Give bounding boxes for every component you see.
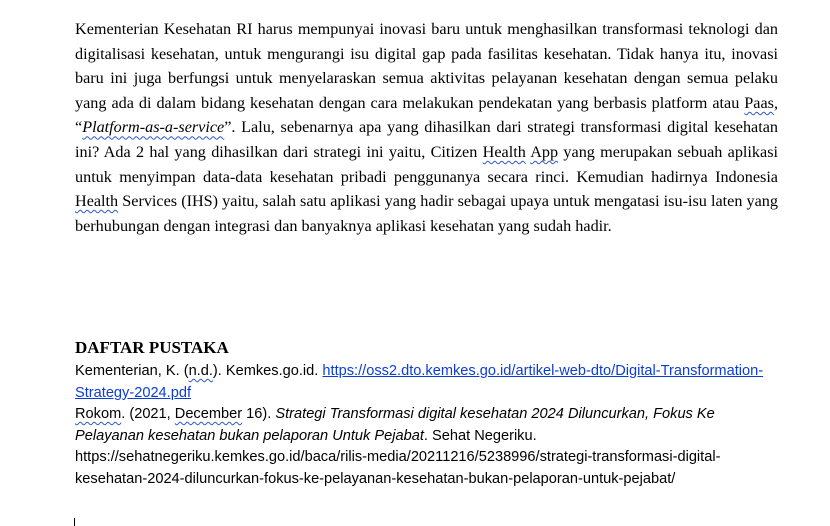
body-text-2: , “ xyxy=(75,93,778,137)
text-cursor xyxy=(74,518,75,526)
platform-as-a-service-term: Platform-as-a-service xyxy=(82,118,225,137)
ref2-title: Strategi Transformasi digital kesehatan 2024 Diluncurkan, Fokus Ke Pelayanan kesehatan bukan pelaporan Untuk Pejabat xyxy=(75,406,715,444)
body-text-5: yang merupakan sebuah aplikasi untuk menyimpan data-data kesehatan pribadi penggunanya secara rinci. Kemudian hadirnya Indonesia xyxy=(75,142,779,186)
spellcheck-word-health-2: Health xyxy=(75,192,119,211)
ref1-author: Kementerian, K. ( xyxy=(75,363,189,379)
body-text-6: Services (IHS) yaitu, salah satu aplikasi yang hadir sebagai upaya untuk mengatasi isu-isu laten yang berhubungan dengan integrasi dan banyaknya aplikasi kesehatan yang sudah hadir. xyxy=(75,192,778,235)
ref2-date-post: 16). xyxy=(242,406,276,422)
reference-entry-1 xyxy=(75,361,785,404)
ref2-publisher: . Sehat Negeriku. xyxy=(423,427,537,444)
ref1-url-link[interactable]: https://oss2.dto.kemkes.go.id/artikel-web-dto/Digital-Transformation-Strategy-2024.pdf xyxy=(75,363,764,401)
ref2-date-pre: . (2021, xyxy=(121,406,175,422)
body-text-1: Kementerian Kesehatan RI harus mempunyai inovasi baru untuk menghasilkan transformasi teknologi dan digitalisasi kesehatan, untuk mengurangi isu digital gap pada fasilitas kesehatan. Tidak hanya itu, inovasi baru ini juga berfungsi untuk menyelaraskan semua aktivitas pelayanan kesehatan dengan semua pelaku yang ada di dalam bidang kesehatan dengan cara melakukan pendekatan yang berbasis platform atau xyxy=(75,20,778,112)
body-paragraph xyxy=(75,17,778,238)
ref2-url: https://sehatnegeriku.kemkes.go.id/baca/rilis-media/20211216/5238996/strategi-transformasi-digital-kesehatan-2024-diluncurkan-fokus-ke-pelayanan-kesehatan-bukan-pelaporan-untuk-pejabat/ xyxy=(75,449,721,487)
body-text-3: ”. Lalu, sebenarnya apa yang dihasilkan dari strategi transformasi digital kesehatan ini? Ada 2 hal yang dihasilkan dari strategi ini yaitu, Citizen xyxy=(75,118,778,161)
spellcheck-word-health: Health xyxy=(482,142,526,161)
ref2-author: Rokom xyxy=(75,406,122,422)
bibliography-heading: DAFTAR PUSTAKA xyxy=(75,338,229,357)
ref1-source: ). Kemkes.go.id. xyxy=(212,363,323,379)
ref1-nd: n.d. xyxy=(188,363,213,379)
reference-entry-2 xyxy=(75,404,785,490)
spellcheck-word-paas: Paas xyxy=(744,93,774,112)
spellcheck-word-app: App xyxy=(530,142,559,161)
ref2-month: December xyxy=(174,406,243,422)
